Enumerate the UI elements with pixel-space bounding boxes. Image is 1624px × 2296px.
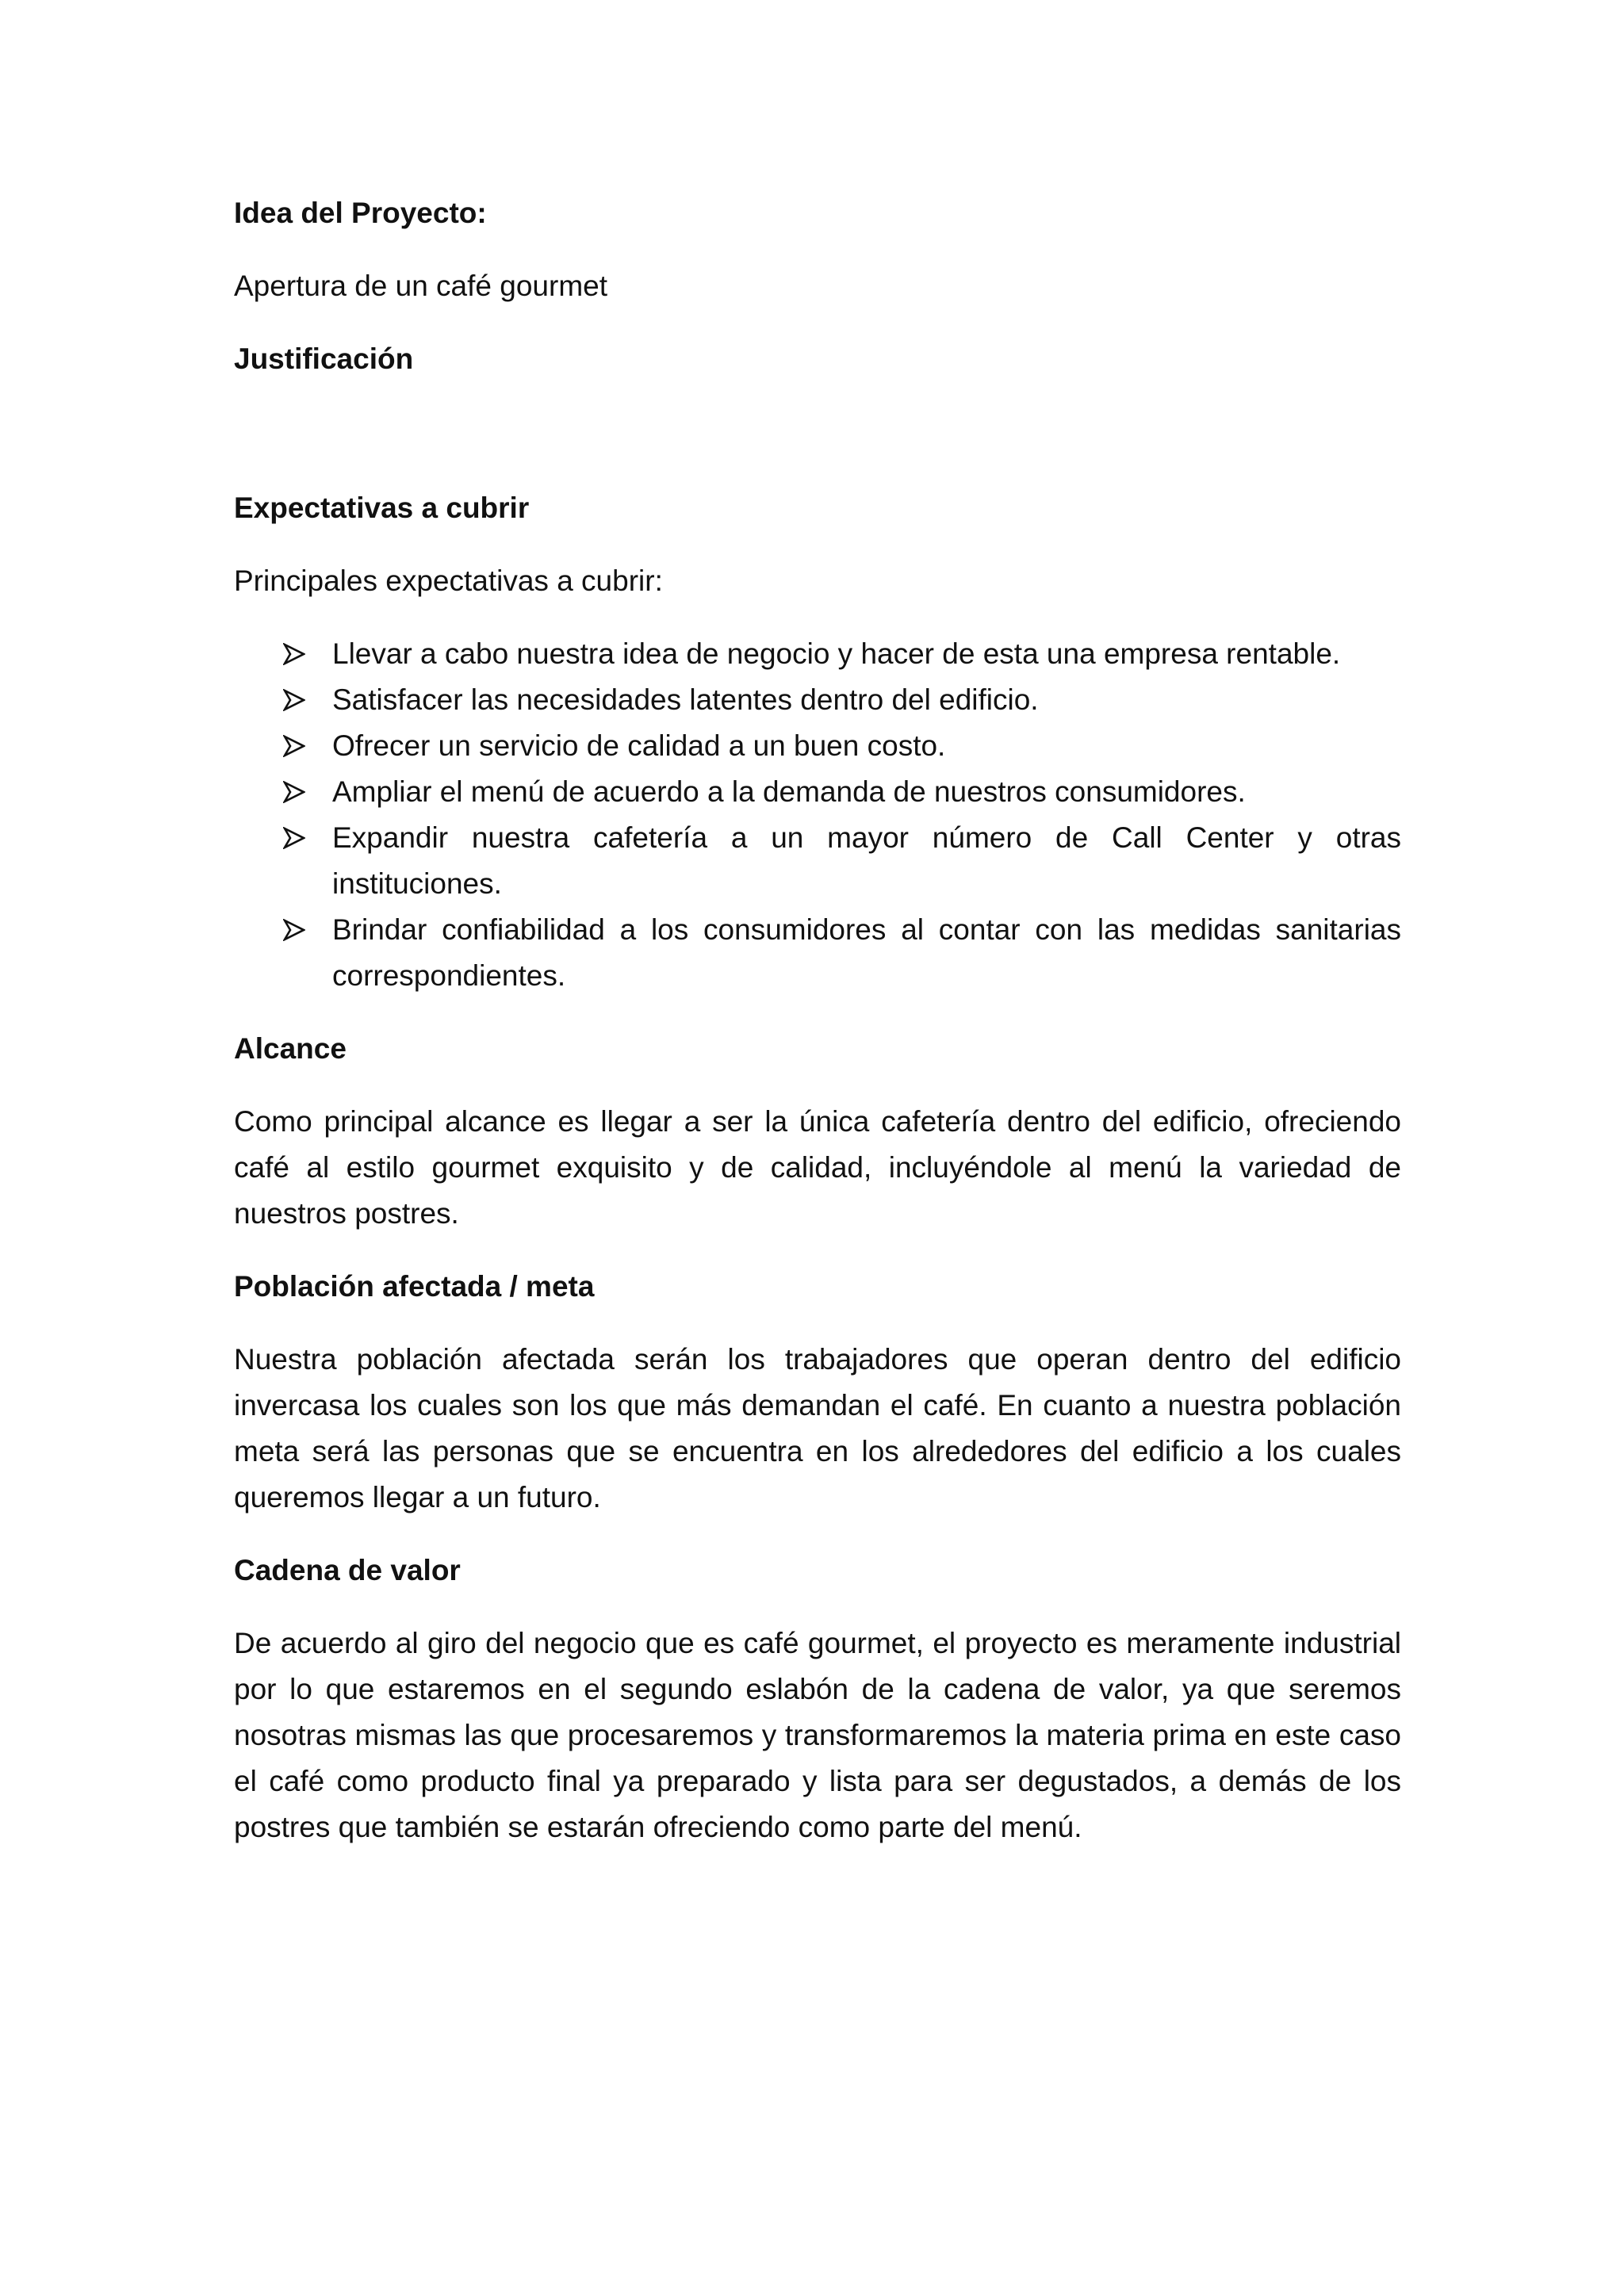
list-item: Expandir nuestra cafetería a un mayor número de Call Center y otras instituciones. [234, 815, 1401, 907]
arrow-bullet-icon [283, 815, 315, 861]
arrow-bullet-icon [283, 769, 315, 815]
list-item: Ofrecer un servicio de calidad a un buen costo. [234, 723, 1401, 769]
arrow-bullet-icon [283, 723, 315, 769]
cadena-heading: Cadena de valor [234, 1554, 461, 1586]
list-item: Llevar a cabo nuestra idea de negocio y hacer de esta una empresa rentable. [234, 631, 1401, 677]
list-item: Satisfacer las necesidades latentes dentro del edificio. [234, 677, 1401, 723]
list-item: Ampliar el menú de acuerdo a la demanda de nuestros consumidores. [234, 769, 1401, 815]
poblacion-text: Nuestra población afectada serán los trabajadores que operan dentro del edificio invercasa los cuales son los que más demandan el café. En cuanto a nuestra población meta será las personas que se encuentra en los alrededores del edificio a los cuales queremos llegar a un futuro. [234, 1343, 1401, 1513]
list-item: Brindar confiabilidad a los consumidores al contar con las medidas sanitarias correspondientes. [234, 907, 1401, 999]
arrow-bullet-icon [283, 907, 315, 953]
cadena-text: De acuerdo al giro del negocio que es café gourmet, el proyecto es meramente industrial por lo que estaremos en el segundo eslabón de la cadena de valor, ya que seremos nosotras mismas las que procesaremos y transformaremos la materia prima en este caso el café como producto final ya preparado y lista para ser degustados, a demás de los postres que también se estarán ofreciendo como parte del menú. [234, 1627, 1401, 1843]
poblacion-heading: Población afectada / meta [234, 1270, 595, 1303]
idea-text: Apertura de un café gourmet [234, 270, 608, 302]
expectativas-intro: Principales expectativas a cubrir: [234, 564, 663, 597]
idea-heading: Idea del Proyecto: [234, 197, 487, 229]
expectativas-list [234, 631, 1401, 999]
document-page [234, 190, 1401, 1850]
arrow-bullet-icon [283, 631, 315, 677]
alcance-heading: Alcance [234, 1032, 347, 1065]
arrow-bullet-icon [283, 677, 315, 723]
alcance-text: Como principal alcance es llegar a ser la única cafetería dentro del edificio, ofreciendo café al estilo gourmet exquisito y de calidad, incluyéndole al menú la variedad de nuestros postres. [234, 1105, 1401, 1230]
justificacion-heading: Justificación [234, 342, 414, 375]
expectativas-heading: Expectativas a cubrir [234, 492, 530, 524]
